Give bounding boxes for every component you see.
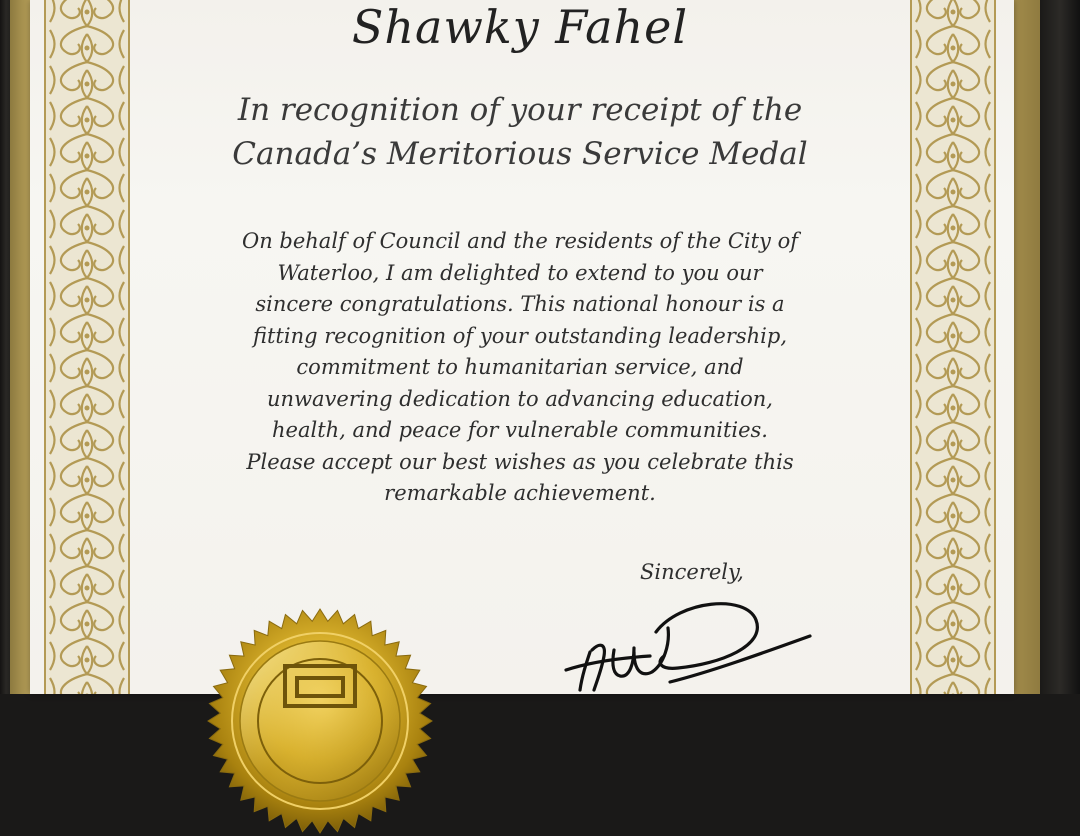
body-line: unwavering dedication to advancing education, bbox=[267, 386, 773, 411]
right-ornamental-border bbox=[910, 0, 996, 694]
signature-icon bbox=[560, 592, 820, 694]
body-line: remarkable achievement. bbox=[384, 481, 656, 505]
recipient-name: Shawky Fahel bbox=[351, 0, 689, 54]
gold-seal-icon bbox=[205, 606, 435, 836]
body-line: sincere congratulations. This national honour is a bbox=[255, 292, 785, 316]
closing-salutation: Sincerely, bbox=[640, 560, 744, 584]
recognition-line: In recognition of your receipt of the bbox=[237, 92, 803, 128]
body-line: On behalf of Council and the residents of the City of bbox=[241, 229, 799, 253]
body-line: health, and peace for vulnerable communities. bbox=[272, 418, 768, 442]
recognition-line: Canada’s Meritorious Service Medal bbox=[232, 136, 808, 172]
left-ornamental-border bbox=[44, 0, 130, 694]
certificate-body bbox=[140, 226, 900, 510]
body-line: fitting recognition of your outstanding leadership, bbox=[252, 323, 787, 348]
body-line: Please accept our best wishes as you celebrate this bbox=[246, 449, 794, 474]
body-line: Waterloo, I am delighted to extend to you our bbox=[277, 260, 763, 285]
body-line: commitment to humanitarian service, and bbox=[296, 355, 744, 379]
recognition-heading bbox=[140, 88, 900, 176]
